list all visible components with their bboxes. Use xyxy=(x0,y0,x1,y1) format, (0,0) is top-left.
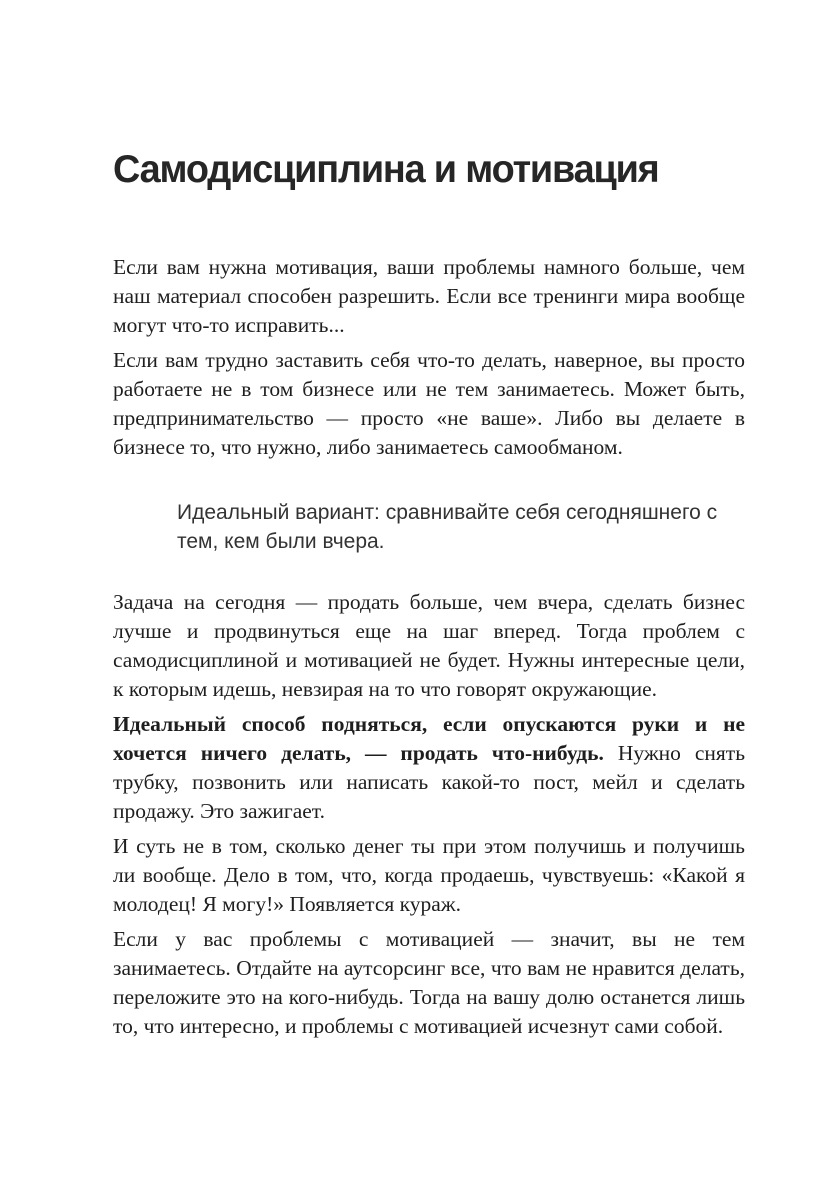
paragraph-intro: Если вам нужна мотивация, ваши проблемы намного больше, чем наш материал способен разрешить. Если все тренинги мира вообще могут что-то исправить... xyxy=(113,255,745,337)
pull-quote: Идеальный вариант: сравнивайте себя сегодняшнего с тем, кем были вчера. xyxy=(177,501,718,553)
paragraph-wrong-business: Если вам трудно заставить себя что-то делать, наверное, вы просто работаете не в том бизнесе или не тем занимаетесь. Может быть, предпринимательство — просто «не ваше». Либо вы делаете в бизнесе то, что нужно, либо занимаетесь самообманом. xyxy=(113,348,745,459)
paragraph-bold-lead: Идеальный способ подняться, если опускаются руки и не хочется ничего делать, — продать что-нибудь. xyxy=(113,712,745,765)
paragraph-outsourcing: Если у вас проблемы с мотивацией — значит, вы не тем занимаетесь. Отдайте на аутсорсинг все, что вам не нравится делать, переложите это на кого-нибудь. Тогда на вашу долю останется лишь то, что интересно, и проблемы с мотивацией исчезнут сами собой. xyxy=(113,927,745,1038)
text-column xyxy=(113,0,745,1047)
paragraph-courage: И суть не в том, сколько денег ты при этом получишь и получишь ли вообще. Дело в том, что, когда продаешь, чувствуешь: «Какой я молодец! Я могу!» Появляется кураж. xyxy=(113,834,745,916)
paragraph-sell-something xyxy=(113,710,745,826)
paragraph-bold-rest: Нужно снять трубку, позвонить или написать какой-то пост, мейл и сделать продажу. Это зажигает. xyxy=(113,741,746,823)
chapter-title: Самодисциплина и мотивация xyxy=(113,148,659,191)
paragraph-task-today: Задача на сегодня — продать больше, чем вчера, сделать бизнес лучше и продвинуться еще на шаг вперед. Тогда проблем с самодисциплиной и мотивацией не будет. Нужны интересные цели, к которым идешь, невзирая на то что говорят окружающие. xyxy=(113,590,745,701)
